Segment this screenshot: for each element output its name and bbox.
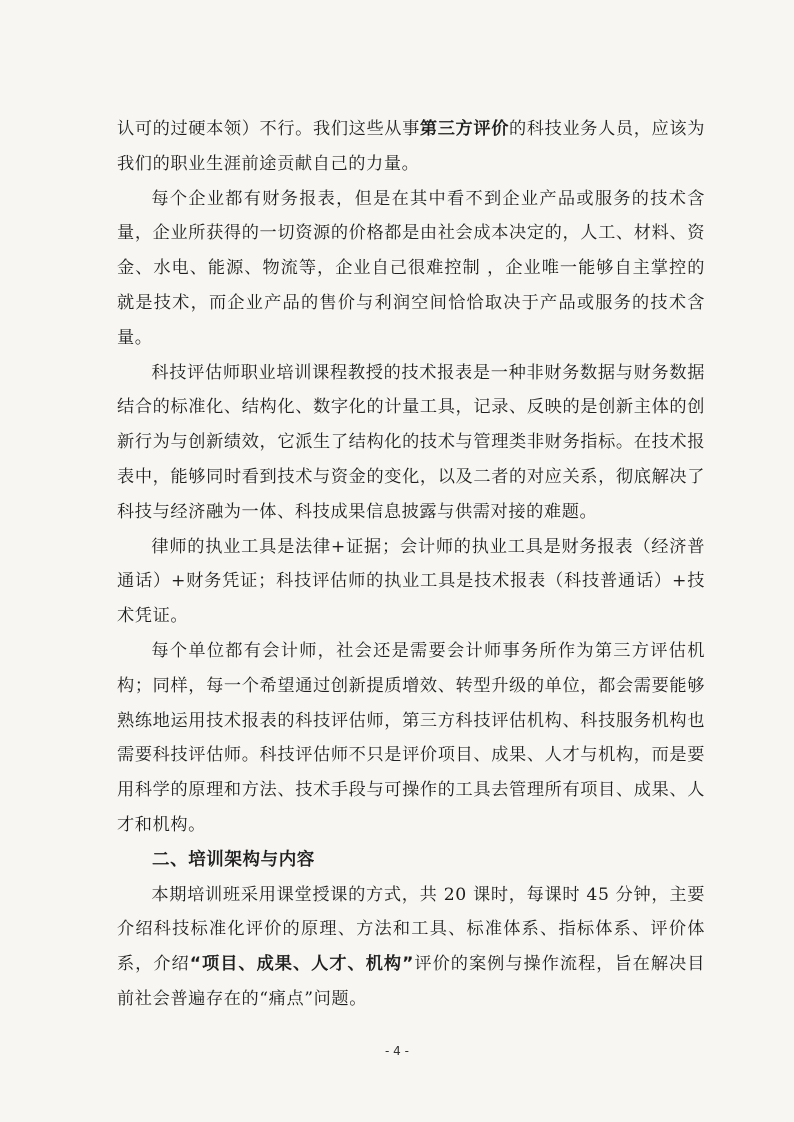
emphasis-evaluation-objects: “项目、成果、人才、机构” xyxy=(189,954,414,975)
page-number: - 4 - xyxy=(385,1044,409,1058)
paragraph-training-content xyxy=(117,878,705,1017)
paragraph-text: 的科技业务人员，应该为我们的职业生涯前途贡献自己的力量。 xyxy=(117,119,705,174)
paragraph-practice-tools: 律师的执业工具是法律+证据；会计师的执业工具是财务报表（经济普通话）+财务凭证；科技评估师的执业工具是技术报表（科技普通话）+技术凭证。 xyxy=(117,536,705,627)
paragraph-continuation xyxy=(117,112,705,182)
emphasis-third-party-evaluation: 第三方评价 xyxy=(419,119,510,139)
body-text xyxy=(117,112,705,1017)
paragraph-technical-statements: 科技评估师职业培训课程教授的技术报表是一种非财务数据与财务数据结合的标准化、结构化、数字化的计量工具，记录、反映的是创新主体的创新行为与创新绩效，它派生了结构化的技术与管理类非财务指标。在技术报表中，能够同时看到技术与资金的变化，以及二者的对应关系，彻底解决了科技与经济融为一体、科技成果信息披露与供需对接的难题。 xyxy=(117,362,705,522)
paragraph-financial-statements: 每个企业都有财务报表，但是在其中看不到企业产品或服务的技术含量，企业所获得的一切资源的价格都是由社会成本决定的，人工、材料、资金、水电、能源、物流等，企业自己很难控制 ，企业唯一能够自主掌控的就是技术，而企业产品的售价与利润空间恰恰取决于产品或服务的技术含量。 xyxy=(117,188,705,348)
paragraph-text: 本期培训班采用课堂授课的方式，共 20 课时，每课时 45 分钟，主要介绍科技标准化评价的原理、方法和工具、标准体系、指标体系、评价体系，介绍 xyxy=(117,884,705,975)
paragraph-text: 认可的过硬本领）不行。我们这些从事 xyxy=(117,119,420,139)
paragraph-text: 评价的案例与操作流程，旨在解决目前社会普遍存在的“痛点”问题。 xyxy=(117,954,705,1009)
paragraph-evaluator-demand: 每个单位都有会计师，社会还是需要会计师事务所作为第三方评估机构；同样，每一个希望通过创新提质增效、转型升级的单位，都会需要能够熟练地运用技术报表的科技评估师，第三方科技评估机构、科技服务机构也需要科技评估师。科技评估师不只是评价项目、成果、人才与机构，而是要用科学的原理和方法、技术手段与可操作的工具去管理所有项目、成果、人才和机构。 xyxy=(117,640,705,835)
section-heading: 二、培训架构与内容 xyxy=(152,849,315,870)
